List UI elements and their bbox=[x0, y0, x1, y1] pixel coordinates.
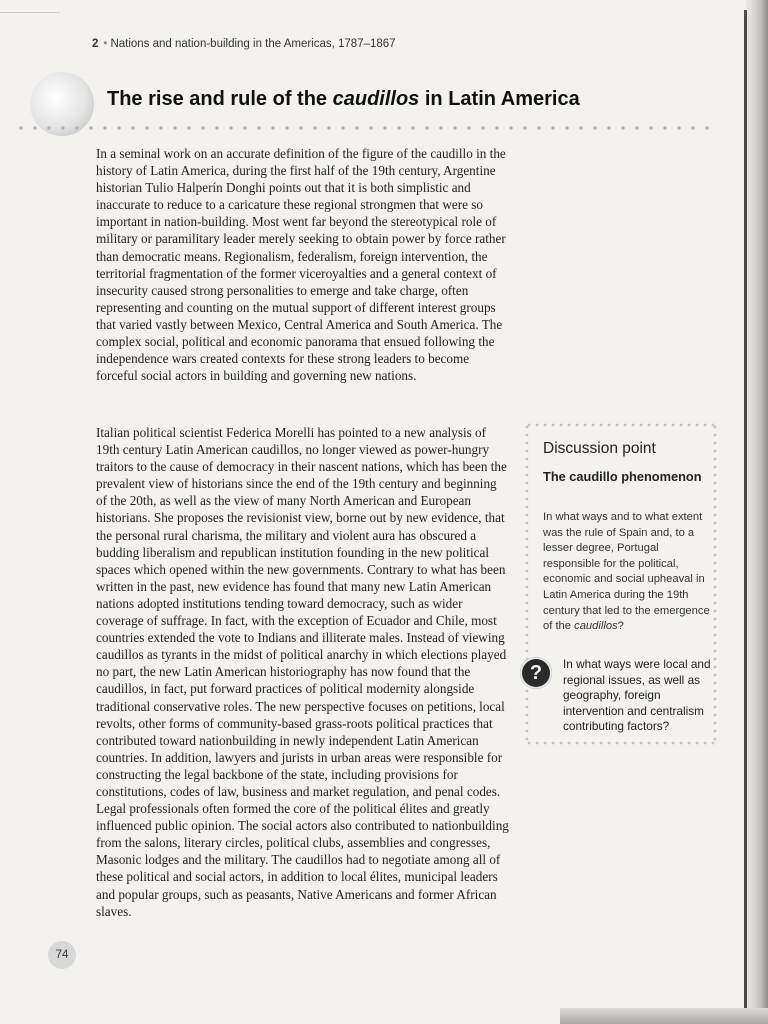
paragraph-text: In a seminal work on an accurate definition of the figure of the caudillo in the history of Latin America, during the first half of the 19th century, Argentine historian Tulio Halperín Donghi points out that it is both simplistic and inaccurate to reduce to a caricature these regional strongmen that were so important in nation-building. Most went far beyond the stereotypical role of military or paramilitary leader merely seeking to obtain power by force rather than democratic means. Regionalism, federalism, foreign intervention, the territorial fragmentation of the former viceroyalties and a general context of insecurity caused strong personalities to emerge and take charge, often representing and counting on the mutual support of different interest groups that varied vastly between Mexico, Central America and South America. The complex social, political and economic panorama that ensued following the independence wars created contexts for these strong leaders to become forceful social actors in building and governing new nations. bbox=[96, 146, 506, 384]
chapter-separator: • bbox=[103, 38, 108, 50]
scan-edge-line-top bbox=[0, 12, 60, 13]
discussion-question-1 bbox=[543, 510, 711, 635]
scan-edge-shadow-bottom bbox=[560, 1008, 768, 1024]
body-paragraph-1 bbox=[96, 145, 510, 384]
discussion-question-1-text: In what ways and to what extent was the rule of Spain and, to a lesser degree, Portugal responsible for the political, economic and social upheaval in Latin America during the 19th century that led to the emergence of the bbox=[543, 511, 710, 633]
discussion-point-subheading: The caudillo phenomenon bbox=[543, 469, 702, 484]
chapter-number: 2 bbox=[92, 38, 99, 50]
running-title: Nations and nation-building in the Americas, 1787–1867 bbox=[110, 38, 396, 50]
question-mark-icon bbox=[520, 657, 552, 689]
scan-edge-line-right bbox=[744, 10, 747, 1015]
section-title-prefix: The rise and rule of the bbox=[107, 88, 333, 110]
page-number: 74 bbox=[48, 941, 76, 969]
discussion-question-1-emphasis: caudillos bbox=[574, 620, 618, 633]
discussion-question-2: In what ways were local and regional issues, as well as geography, foreign intervention and centralism contributing factors? bbox=[563, 657, 711, 734]
discussion-question-1-end: ? bbox=[617, 620, 624, 633]
running-head bbox=[92, 38, 396, 50]
scan-edge-shadow bbox=[746, 0, 768, 1024]
section-title-suffix: in Latin America bbox=[419, 88, 580, 110]
dotted-divider bbox=[14, 125, 714, 131]
paragraph-text: Italian political scientist Federica Morelli has pointed to a new analysis of 19th century Latin American caudillos, no longer viewed as power-hungry traitors to the cause of democracy in their nascent nations, which has been the prevalent view of historians since the end of the 19th century and beginning of the 20th, as well as the view of many North American and European historians. She proposes the revisionist view, borne out by new evidence, that the personal rural charisma, the military and violent aura has obscured a budding liberalism and republican institution founding in the new political spaces which opened within the new governments. Contrary to what has been written in the past, new evidence has found that many new Latin American nations adopted institutions tending toward democracy, such as wider coverage of suffrage. In fact, with the exception of Ecuador and Chile, most countries extended the vote to Indians and illiterate males. Instead of viewing caudillos as tyrants in the midst of political anarchy in which elections played no part, the new Latin American historiography has now found that the caudillos, in fact, put forward practices of political modernity alongside traditional conservative roles. The new perspective focuses on petitions, local revolts, other forms of community-based grass-roots political practices that contributed toward nationbuilding in newly independent Latin American countries. In addition, lawyers and jurists in urban areas were responsible for constructing the legal backbone of the state, including provisions for constitutions, codes of law, business and market regulation, and penal codes. Legal professionals often formed the core of the political élites and greatly influenced public opinion. The social actors also contributed to nationbuilding from the salons, literary circles, political clubs, assemblies and congresses, Masonic lodges and the military. The caudillos had to negotiate among all of these political and social actors, in addition to local élites, municipal leaders and popular groups, such as peasants, Native Americans and former African slaves. bbox=[96, 425, 509, 919]
section-title-emphasis: caudillos bbox=[332, 88, 420, 110]
section-title bbox=[107, 88, 580, 111]
discussion-point-heading: Discussion point bbox=[543, 440, 656, 457]
body-paragraph-2 bbox=[96, 424, 510, 920]
question-mark-glyph: ? bbox=[529, 661, 543, 684]
discussion-point-box bbox=[525, 423, 717, 745]
